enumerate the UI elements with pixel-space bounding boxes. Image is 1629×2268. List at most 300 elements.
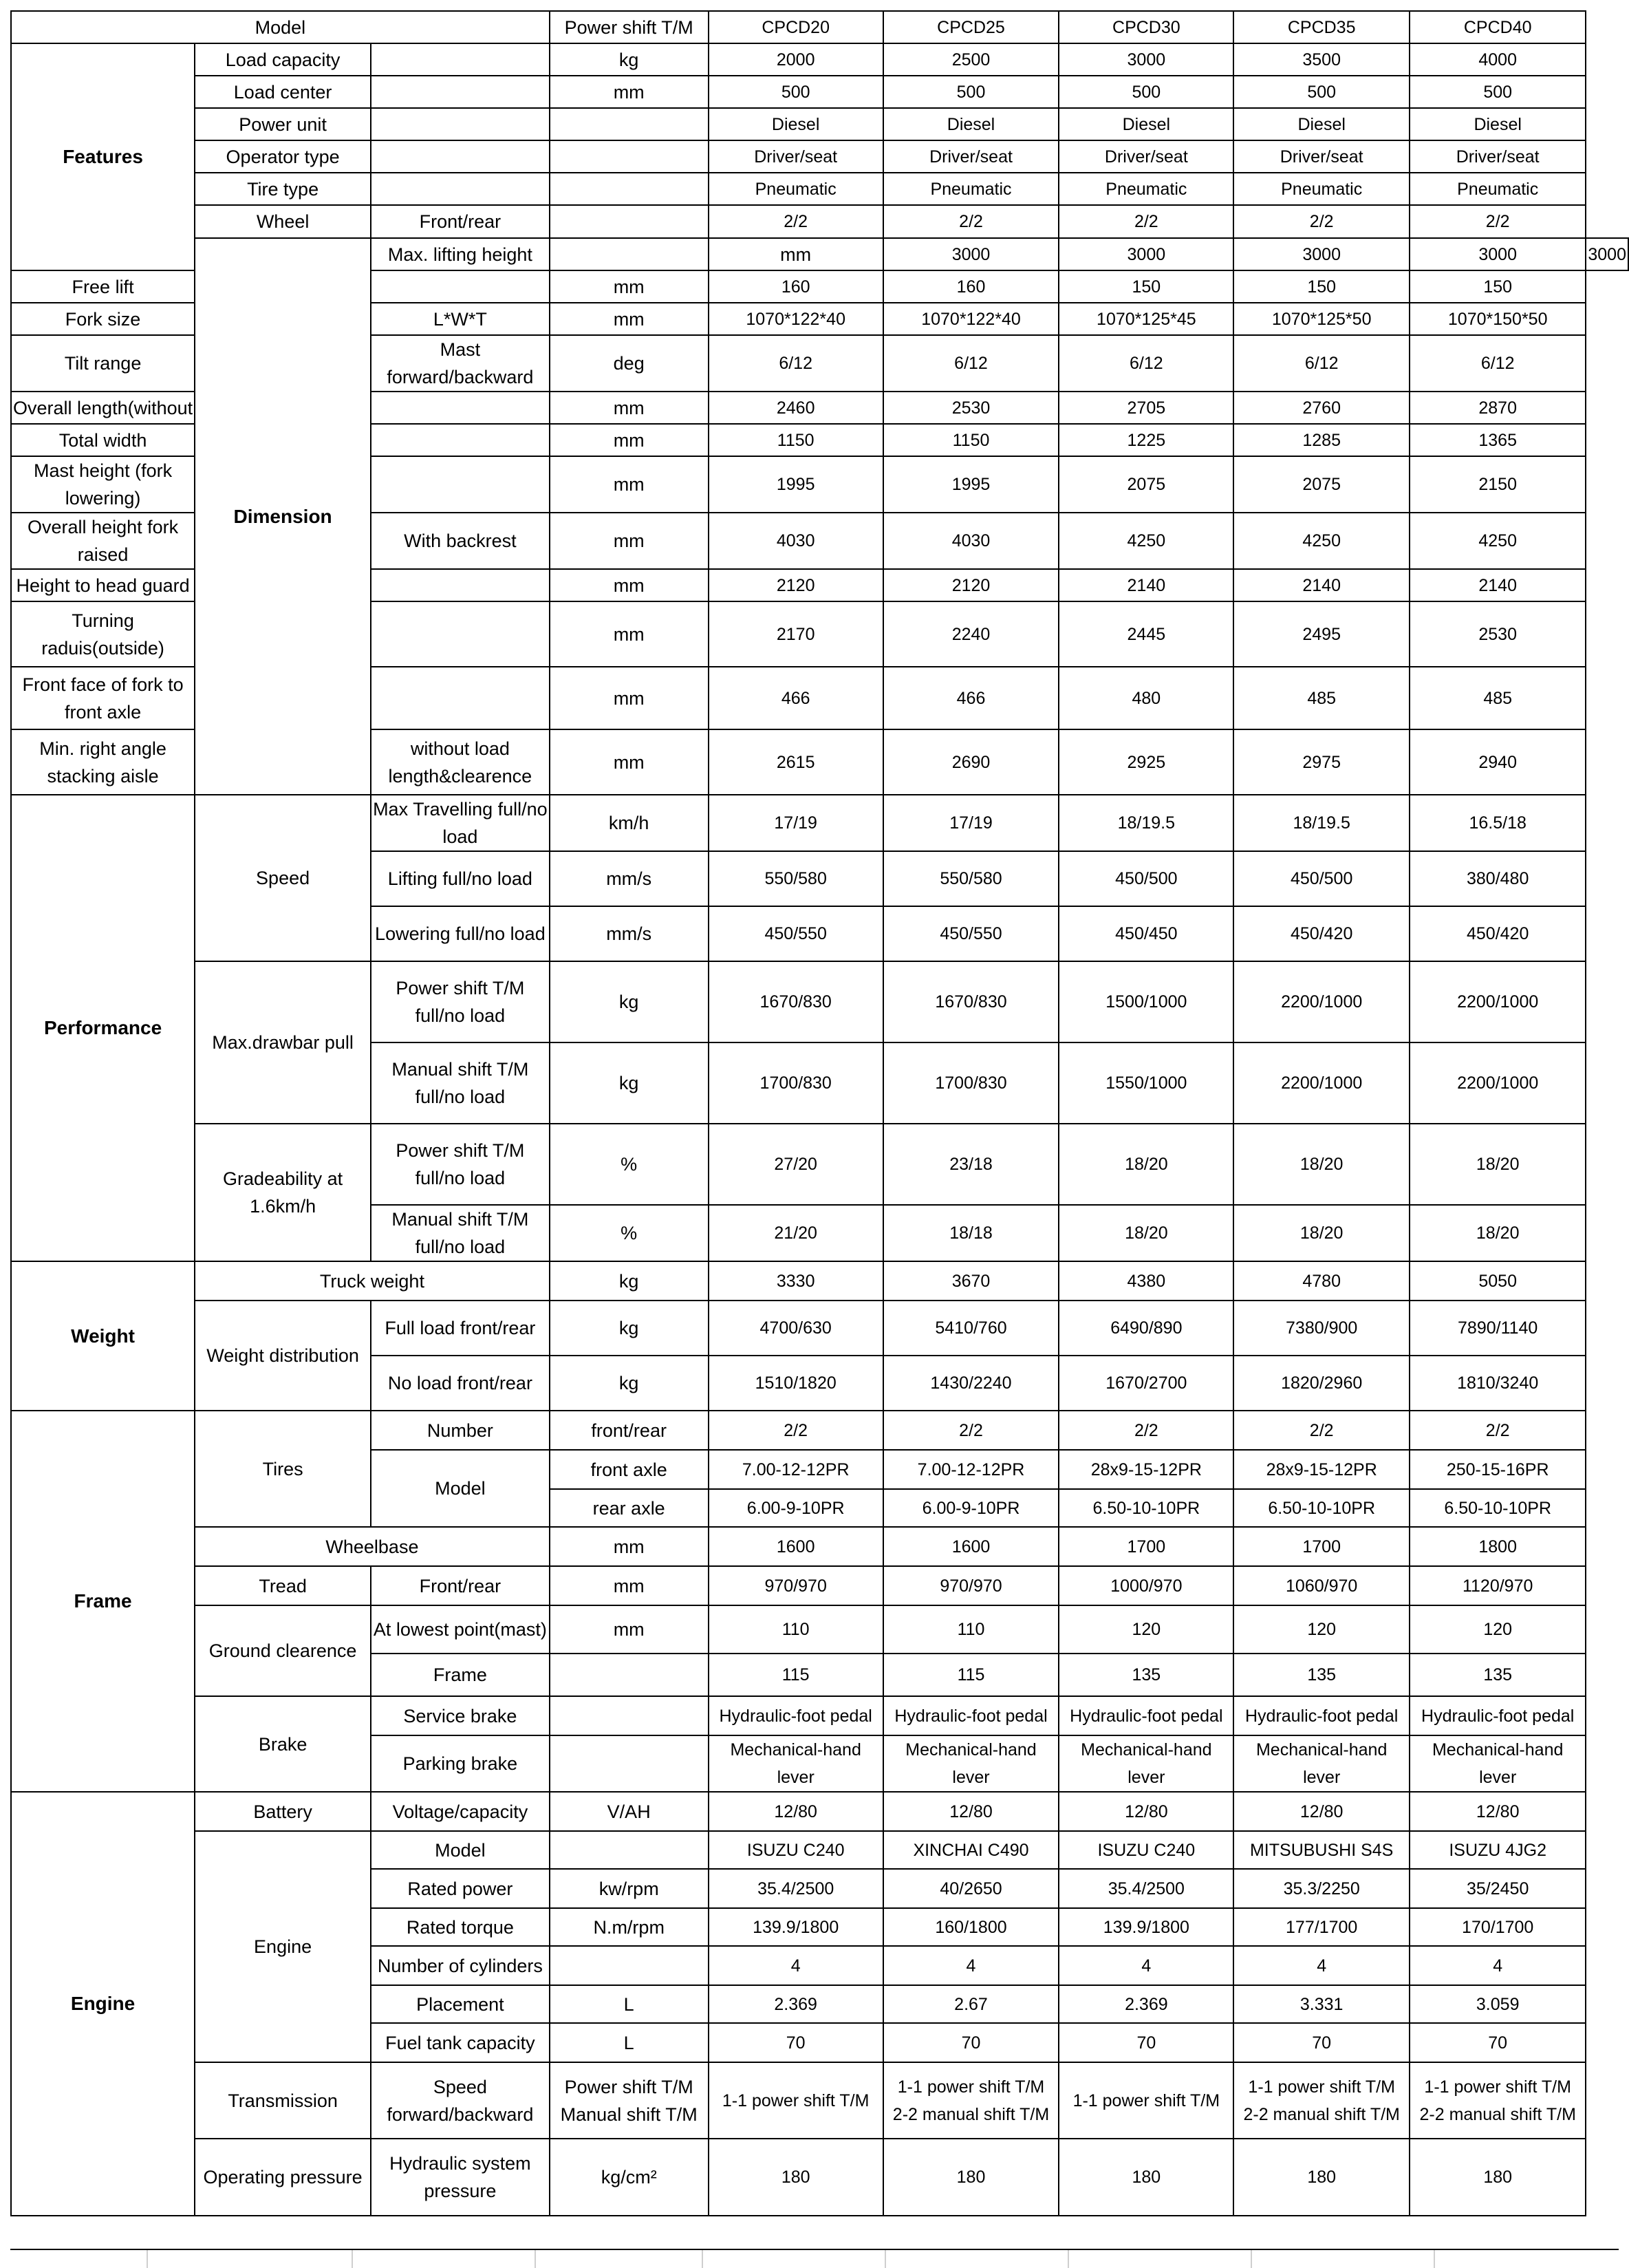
value-cell: 4250: [1233, 513, 1410, 569]
value-cell: 1550/1000: [1059, 1042, 1233, 1124]
unit-cell: front/rear: [550, 1411, 709, 1450]
value-cell: 6/12: [709, 335, 883, 392]
unit-cell: mm: [550, 303, 709, 335]
value-cell: 35/2450: [1410, 1869, 1586, 1908]
value-cell: 3000: [1059, 238, 1233, 270]
value-cell: Pneumatic: [1059, 173, 1233, 205]
sub-cell: No load front/rear: [371, 1356, 550, 1411]
item-cell: Max. lifting height: [371, 238, 550, 270]
value-cell: 450/420: [1410, 906, 1586, 961]
value-cell: 70: [709, 2023, 883, 2062]
sub-cell: Model: [371, 1450, 550, 1527]
unit-cell: N.m/rpm: [550, 1908, 709, 1946]
sub-cell: Fuel tank capacity: [371, 2023, 550, 2062]
value-cell: 18/18: [883, 1205, 1059, 1261]
value-cell: 2500: [883, 43, 1059, 76]
value-cell: 6.00-9-10PR: [883, 1489, 1059, 1527]
sub-cell: Hydraulic system pressure: [371, 2139, 550, 2216]
value-cell: 2530: [883, 392, 1059, 424]
value-cell: 2495: [1233, 601, 1410, 667]
sub-cell: [371, 43, 550, 76]
value-cell: ISUZU C240: [1059, 1831, 1233, 1869]
value-cell: 500: [1059, 76, 1233, 108]
sub-cell: L*W*T: [371, 303, 550, 335]
unit-cell: %: [550, 1205, 709, 1261]
value-cell: 2170: [709, 601, 883, 667]
value-cell: 6.00-9-10PR: [709, 1489, 883, 1527]
unit-cell: mm: [550, 76, 709, 108]
value-cell: 180: [709, 2139, 883, 2216]
unit-cell: V/AH: [550, 1792, 709, 1831]
unit-line: Manual shift T/M: [560, 2104, 698, 2125]
model-header: Model: [11, 11, 550, 43]
sub-cell: Power shift T/M full/no load: [371, 961, 550, 1042]
value-cell: 2760: [1233, 392, 1410, 424]
value-cell: 4250: [1059, 513, 1233, 569]
item-cell: Total width: [11, 424, 195, 456]
value-cell: 70: [1233, 2023, 1410, 2062]
value-cell: 2/2: [1233, 1411, 1410, 1450]
item-cell: Min. right angle stacking aisle: [11, 729, 195, 795]
item-cell: Free lift: [11, 270, 195, 303]
value-cell: 2200/1000: [1410, 1042, 1586, 1124]
value-cell: 3500: [1233, 43, 1410, 76]
sub-cell: At lowest point(mast): [371, 1605, 550, 1654]
item-cell: Tire type: [195, 173, 371, 205]
value-cell: 35.4/2500: [1059, 1869, 1233, 1908]
unit-cell: [550, 140, 709, 173]
item-cell: Battery: [195, 1792, 371, 1831]
table-row: [11, 795, 1628, 851]
value-cell: 1285: [1233, 424, 1410, 456]
sub-cell: Frame: [371, 1654, 550, 1696]
table-row: [11, 1566, 1628, 1605]
table-row: [11, 140, 1628, 173]
value-cell: 2705: [1059, 392, 1233, 424]
value-cell: 500: [1410, 76, 1586, 108]
value-cell: 3.059: [1410, 1985, 1586, 2023]
value-cell: 1070*122*40: [883, 303, 1059, 335]
value-cell: Pneumatic: [709, 173, 883, 205]
value-cell: 21/20: [709, 1205, 883, 1261]
value-cell: 4000: [1410, 43, 1586, 76]
value-cell: 1600: [709, 1527, 883, 1566]
sub-cell: [550, 238, 709, 270]
value-cell: Hydraulic-foot pedal: [1059, 1696, 1233, 1735]
value-cell: 2.369: [709, 1985, 883, 2023]
value-cell: 3.331: [1233, 1985, 1410, 2023]
header-row: [11, 11, 1628, 43]
section-weight: Weight: [11, 1261, 195, 1411]
sub-cell: Full load front/rear: [371, 1301, 550, 1356]
table-row: [11, 961, 1628, 1042]
item-cell: Weight distribution: [195, 1301, 371, 1411]
trailing-empty-row: [10, 2249, 1619, 2268]
model-column-header: CPCD40: [1410, 11, 1586, 43]
model-column-header: CPCD30: [1059, 11, 1233, 43]
unit-cell: mm/s: [550, 851, 709, 906]
value-cell: 550/580: [883, 851, 1059, 906]
value-cell: 2075: [1233, 456, 1410, 513]
value-cell: 35.3/2250: [1233, 1869, 1410, 1908]
value-cell: 180: [883, 2139, 1059, 2216]
value-cell: 4030: [709, 513, 883, 569]
sub-cell: Parking brake: [371, 1735, 550, 1792]
item-cell: Overall length(without: [11, 392, 195, 424]
value-cell: 18/20: [1233, 1205, 1410, 1261]
item-cell: Brake: [195, 1696, 371, 1792]
value-line: 1-1 power shift T/M: [722, 2090, 870, 2110]
value-cell: Mechanical-hand lever: [1059, 1735, 1233, 1792]
value-cell: [1410, 2062, 1586, 2139]
value-cell: 4: [1410, 1946, 1586, 1985]
value-cell: 180: [1233, 2139, 1410, 2216]
value-cell: 6490/890: [1059, 1301, 1233, 1356]
value-cell: 160: [883, 270, 1059, 303]
value-cell: 1000/970: [1059, 1566, 1233, 1605]
table-row: [11, 205, 1628, 238]
item-cell: Engine: [195, 1831, 371, 2062]
table-row: [11, 1261, 1628, 1301]
table-row: [11, 76, 1628, 108]
value-cell: 40/2650: [883, 1869, 1059, 1908]
item-cell: Mast height (fork lowering): [11, 456, 195, 513]
item-cell: Height to head guard: [11, 569, 195, 601]
value-cell: 6.50-10-10PR: [1410, 1489, 1586, 1527]
value-cell: 135: [1059, 1654, 1233, 1696]
value-cell: 4: [1233, 1946, 1410, 1985]
value-cell: 1670/830: [709, 961, 883, 1042]
value-cell: 120: [1059, 1605, 1233, 1654]
value-cell: 1365: [1410, 424, 1586, 456]
value-cell: 12/80: [709, 1792, 883, 1831]
value-cell: Hydraulic-foot pedal: [1410, 1696, 1586, 1735]
sub-cell: Speed forward/backward: [371, 2062, 550, 2139]
value-cell: [883, 2062, 1059, 2139]
value-cell: Mechanical-hand lever: [709, 1735, 883, 1792]
unit-cell: mm: [550, 601, 709, 667]
unit-cell: km/h: [550, 795, 709, 851]
unit-cell: mm/s: [550, 906, 709, 961]
value-cell: 2/2: [883, 1411, 1059, 1450]
value-cell: 2200/1000: [1233, 961, 1410, 1042]
unit-cell: mm: [550, 270, 709, 303]
value-cell: 2690: [883, 729, 1059, 795]
value-cell: 1500/1000: [1059, 961, 1233, 1042]
value-cell: 1070*125*45: [1059, 303, 1233, 335]
value-cell: 110: [883, 1605, 1059, 1654]
value-cell: 1060/970: [1233, 1566, 1410, 1605]
value-cell: 1995: [709, 456, 883, 513]
value-cell: 4: [883, 1946, 1059, 1985]
value-cell: 2/2: [709, 205, 883, 238]
value-cell: Diesel: [1059, 108, 1233, 140]
value-cell: 2.67: [883, 1985, 1059, 2023]
value-cell: 1600: [883, 1527, 1059, 1566]
sub-cell: Placement: [371, 1985, 550, 2023]
value-line: 2-2 manual shift T/M: [1243, 2104, 1400, 2124]
unit-cell: mm: [550, 513, 709, 569]
unit-cell: mm: [550, 667, 709, 729]
unit-cell: mm: [550, 1566, 709, 1605]
table-row: [11, 1831, 1628, 1869]
sub-cell: without load length&clearence: [371, 729, 550, 795]
value-cell: 177/1700: [1233, 1908, 1410, 1946]
unit-cell: L: [550, 2023, 709, 2062]
unit-cell: [550, 1831, 709, 1869]
value-cell: 1810/3240: [1410, 1356, 1586, 1411]
value-cell: 2150: [1410, 456, 1586, 513]
value-cell: 6/12: [1233, 335, 1410, 392]
item-cell: Transmission: [195, 2062, 371, 2139]
unit-cell: mm: [550, 392, 709, 424]
value-cell: 70: [1059, 2023, 1233, 2062]
value-cell: 160: [709, 270, 883, 303]
item-cell: Operator type: [195, 140, 371, 173]
value-cell: 115: [883, 1654, 1059, 1696]
value-cell: 450/450: [1059, 906, 1233, 961]
value-cell: 1070*150*50: [1410, 303, 1586, 335]
sub-cell: Model: [371, 1831, 550, 1869]
value-cell: 1800: [1410, 1527, 1586, 1566]
value-cell: 1150: [709, 424, 883, 456]
value-cell: 17/19: [709, 795, 883, 851]
unit-cell: mm: [550, 1527, 709, 1566]
value-cell: MITSUBUSHI S4S: [1233, 1831, 1410, 1869]
section-dimension: Dimension: [195, 238, 371, 795]
unit-cell: kg: [550, 1261, 709, 1301]
value-cell: 450/550: [883, 906, 1059, 961]
value-cell: 2940: [1410, 729, 1586, 795]
value-cell: 2460: [709, 392, 883, 424]
sub-cell: [371, 108, 550, 140]
value-cell: 480: [1059, 667, 1233, 729]
value-cell: Mechanical-hand lever: [1410, 1735, 1586, 1792]
unit-cell: mm: [550, 456, 709, 513]
value-cell: Hydraulic-foot pedal: [883, 1696, 1059, 1735]
value-cell: 3000: [1059, 43, 1233, 76]
value-cell: 150: [1233, 270, 1410, 303]
value-line: 1-1 power shift T/M: [1248, 2077, 1395, 2097]
value-cell: 12/80: [1059, 1792, 1233, 1831]
sub-cell: Number: [371, 1411, 550, 1450]
value-cell: 1670/830: [883, 961, 1059, 1042]
value-cell: 135: [1233, 1654, 1410, 1696]
sub-cell: [371, 76, 550, 108]
value-cell: [709, 2062, 883, 2139]
value-cell: 4: [709, 1946, 883, 1985]
sub-cell: [371, 140, 550, 173]
value-cell: 3670: [883, 1261, 1059, 1301]
value-cell: 2120: [883, 569, 1059, 601]
value-cell: Driver/seat: [883, 140, 1059, 173]
item-cell: Overall height fork raised: [11, 513, 195, 569]
sub-cell: Voltage/capacity: [371, 1792, 550, 1831]
value-cell: 12/80: [1233, 1792, 1410, 1831]
section-engine: Engine: [11, 1792, 195, 2216]
value-cell: Diesel: [709, 108, 883, 140]
unit-cell: kg: [550, 961, 709, 1042]
unit-cell: [550, 173, 709, 205]
item-cell: Load center: [195, 76, 371, 108]
sub-cell: [371, 270, 550, 303]
value-cell: 2925: [1059, 729, 1233, 795]
value-cell: 1510/1820: [709, 1356, 883, 1411]
value-cell: 2975: [1233, 729, 1410, 795]
unit-cell: kg/cm²: [550, 2139, 709, 2216]
unit-cell: kg: [550, 1301, 709, 1356]
value-cell: 3000: [1586, 238, 1628, 270]
unit-cell: [550, 1654, 709, 1696]
model-column-header: CPCD20: [709, 11, 883, 43]
sub-cell: Power shift T/M full/no load: [371, 1124, 550, 1205]
value-cell: 3000: [1233, 238, 1410, 270]
value-line: 2-2 manual shift T/M: [892, 2104, 1050, 2124]
value-cell: 2200/1000: [1410, 961, 1586, 1042]
table-row: [11, 1527, 1628, 1566]
unit-line: Power shift T/M: [564, 2076, 693, 2097]
value-cell: 450/550: [709, 906, 883, 961]
value-cell: 970/970: [883, 1566, 1059, 1605]
value-cell: 1430/2240: [883, 1356, 1059, 1411]
value-cell: 6/12: [883, 335, 1059, 392]
item-cell: Turning raduis(outside): [11, 601, 195, 667]
value-cell: 2530: [1410, 601, 1586, 667]
table-row: [11, 1124, 1628, 1205]
table-row: [11, 1696, 1628, 1735]
unit-cell: mm: [550, 1605, 709, 1654]
table-row: [11, 173, 1628, 205]
value-cell: 1225: [1059, 424, 1233, 456]
value-cell: 1995: [883, 456, 1059, 513]
value-cell: 7890/1140: [1410, 1301, 1586, 1356]
value-cell: 3000: [883, 238, 1059, 270]
value-cell: 70: [883, 2023, 1059, 2062]
value-cell: 18/20: [1059, 1124, 1233, 1205]
item-cell: Tires: [195, 1411, 371, 1527]
value-cell: 139.9/1800: [1059, 1908, 1233, 1946]
table-row: [11, 108, 1628, 140]
value-cell: 5050: [1410, 1261, 1586, 1301]
section-performance: Performance: [11, 795, 195, 1261]
spec-table: [10, 10, 1629, 2216]
item-cell: Wheel: [195, 205, 371, 238]
sub-cell: Service brake: [371, 1696, 550, 1735]
value-cell: 1150: [883, 424, 1059, 456]
sub-cell: [371, 456, 550, 513]
value-cell: 6/12: [1410, 335, 1586, 392]
value-cell: Mechanical-hand lever: [883, 1735, 1059, 1792]
value-cell: 1120/970: [1410, 1566, 1586, 1605]
item-cell: Front face of fork to front axle: [11, 667, 195, 729]
value-cell: 1820/2960: [1233, 1356, 1410, 1411]
value-cell: 2/2: [1233, 205, 1410, 238]
unit-cell: mm: [709, 238, 883, 270]
value-cell: 7.00-12-12PR: [883, 1450, 1059, 1489]
value-cell: 28x9-15-12PR: [1059, 1450, 1233, 1489]
value-cell: 2140: [1059, 569, 1233, 601]
value-cell: 2.369: [1059, 1985, 1233, 2023]
value-cell: [1233, 2062, 1410, 2139]
item-cell: Load capacity: [195, 43, 371, 76]
value-cell: Pneumatic: [1233, 173, 1410, 205]
value-cell: 110: [709, 1605, 883, 1654]
value-line: 1-1 power shift T/M: [1424, 2077, 1571, 2097]
value-cell: 18/20: [1410, 1205, 1586, 1261]
sub-cell: Rated torque: [371, 1908, 550, 1946]
value-cell: 450/420: [1233, 906, 1410, 961]
sub-cell: [371, 392, 550, 424]
item-cell: Power unit: [195, 108, 371, 140]
value-cell: 550/580: [709, 851, 883, 906]
item-cell: Ground clearence: [195, 1605, 371, 1696]
unit-header: Power shift T/M: [550, 11, 709, 43]
unit-cell: mm: [550, 424, 709, 456]
item-cell: Fork size: [11, 303, 195, 335]
value-cell: 170/1700: [1410, 1908, 1586, 1946]
sub-cell: [371, 667, 550, 729]
value-cell: Pneumatic: [1410, 173, 1586, 205]
unit-cell: kg: [550, 43, 709, 76]
table-row: [11, 43, 1628, 76]
value-cell: 466: [709, 667, 883, 729]
value-cell: Pneumatic: [883, 173, 1059, 205]
value-cell: 1070*122*40: [709, 303, 883, 335]
value-cell: 28x9-15-12PR: [1233, 1450, 1410, 1489]
unit-cell: kg: [550, 1042, 709, 1124]
value-cell: 5410/760: [883, 1301, 1059, 1356]
value-cell: 23/18: [883, 1124, 1059, 1205]
sub-cell: Front/rear: [371, 1566, 550, 1605]
sub-cell: [371, 173, 550, 205]
value-cell: 500: [709, 76, 883, 108]
value-cell: Driver/seat: [1410, 140, 1586, 173]
value-cell: 500: [1233, 76, 1410, 108]
item-cell: Operating pressure: [195, 2139, 371, 2216]
value-cell: 4250: [1410, 513, 1586, 569]
value-line: 1-1 power shift T/M: [897, 2077, 1045, 2097]
item-cell: Max.drawbar pull: [195, 961, 371, 1124]
value-cell: 27/20: [709, 1124, 883, 1205]
value-cell: 466: [883, 667, 1059, 729]
unit-cell: kg: [550, 1356, 709, 1411]
value-cell: 6.50-10-10PR: [1059, 1489, 1233, 1527]
value-cell: 18/20: [1233, 1124, 1410, 1205]
value-cell: 12/80: [1410, 1792, 1586, 1831]
model-column-header: CPCD25: [883, 11, 1059, 43]
value-cell: 17/19: [883, 795, 1059, 851]
item-cell: Tilt range: [11, 335, 195, 392]
value-cell: 4380: [1059, 1261, 1233, 1301]
unit-cell: [550, 1735, 709, 1792]
value-cell: 35.4/2500: [709, 1869, 883, 1908]
value-cell: 150: [1059, 270, 1233, 303]
value-cell: Diesel: [1410, 108, 1586, 140]
value-cell: 139.9/1800: [709, 1908, 883, 1946]
sub-cell: Rated power: [371, 1869, 550, 1908]
value-cell: 2140: [1410, 569, 1586, 601]
sub-cell: Mast forward/backward: [371, 335, 550, 392]
value-cell: 1700: [1059, 1527, 1233, 1566]
value-cell: 115: [709, 1654, 883, 1696]
value-cell: Driver/seat: [1233, 140, 1410, 173]
table-row: [11, 2139, 1628, 2216]
value-cell: Driver/seat: [709, 140, 883, 173]
value-cell: 485: [1233, 667, 1410, 729]
value-cell: 2870: [1410, 392, 1586, 424]
sub-cell: [371, 569, 550, 601]
unit-cell: kw/rpm: [550, 1869, 709, 1908]
